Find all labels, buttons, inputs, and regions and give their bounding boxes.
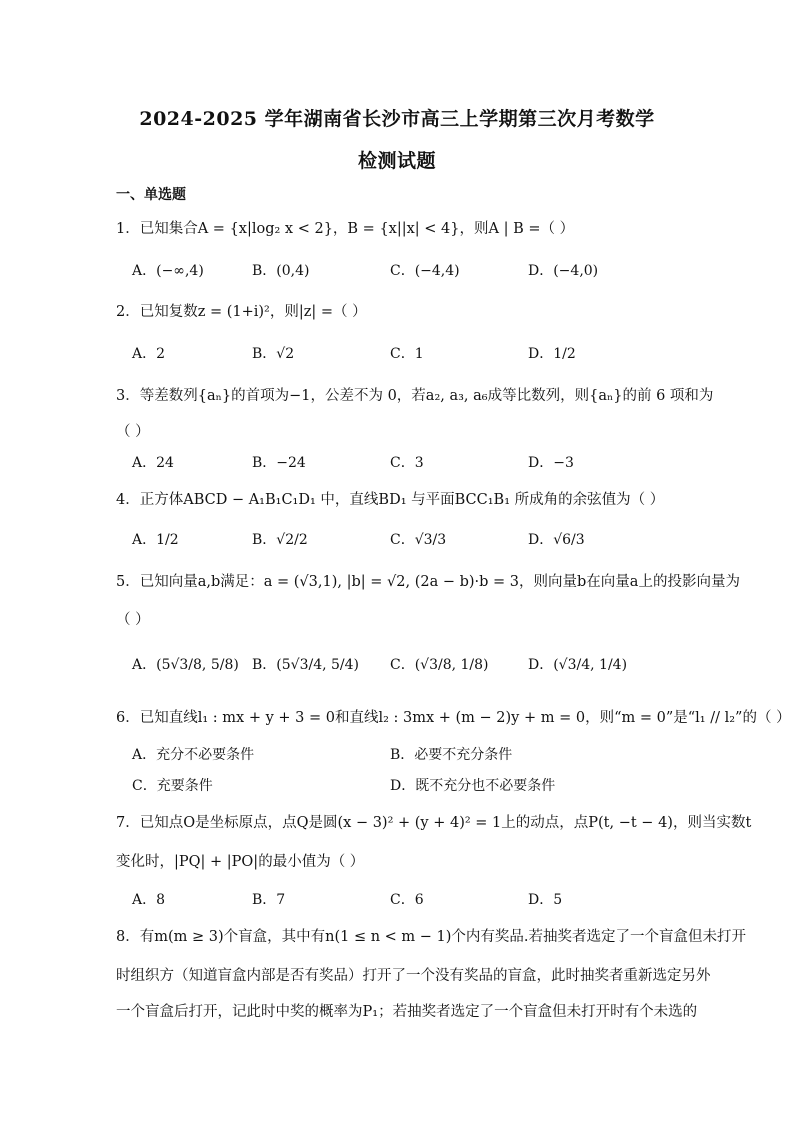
question-5-option-d: D．(√3/4, 1/4)	[528, 657, 628, 673]
question-5-option-b: B．(5√3/4, 5/4)	[252, 657, 360, 673]
question-2-option-d: D．1/2	[528, 346, 576, 362]
question-6-stem: 6．已知直线l₁ : mx + y + 3 = 0和直线l₂ : 3mx + (m − 2)y + m = 0，则“m = 0”是“l₁ // l₂”的（ ）	[116, 710, 791, 726]
question-1-option-d: D．(−4,0)	[528, 263, 599, 279]
question-8-stem: 8．有m(m ≥ 3)个盲盒，其中有n(1 ≤ n < m − 1)个内有奖品.若抽奖者选定了一个盲盒但未打开	[116, 929, 747, 945]
question-7-option-c: C．6	[390, 892, 424, 908]
question-2-option-c: C．1	[390, 346, 424, 362]
question-2-option-a: A．2	[132, 346, 166, 362]
question-7-option-a: A．8	[132, 892, 166, 908]
question-7-option-b: B．7	[252, 892, 286, 908]
question-1-option-b: B．(0,4)	[252, 263, 310, 279]
question-6-option-a: A．充分不必要条件	[132, 747, 255, 763]
question-6-option-d: D．既不充分也不必要条件	[390, 778, 556, 794]
question-7-stem-cont: 变化时，|PQ| + |PO|的最小值为（ ）	[116, 854, 365, 870]
question-5-stem: 5．已知向量a,b满足：a = (√3,1), |b| = √2, (2a − b)·b = 3，则向量b在向量a上的投影向量为	[116, 574, 740, 590]
question-2-option-b: B．√2	[252, 346, 295, 362]
question-3-option-c: C．3	[390, 455, 424, 471]
question-3-stem-cont: （ ）	[116, 424, 150, 440]
question-5-option-a: A．(5√3/8, 5/8)	[132, 657, 239, 673]
question-6-option-b: B．必要不充分条件	[390, 747, 513, 763]
section-heading: 一、单选题	[116, 187, 186, 203]
question-5-stem-cont: （ ）	[116, 612, 150, 628]
question-1-option-c: C．(−4,4)	[390, 263, 460, 279]
question-7-stem: 7．已知点O是坐标原点，点Q是圆(x − 3)² + (y + 4)² = 1上的动点，点P(t, −t − 4)，则当实数t	[116, 815, 752, 831]
question-6-option-c: C．充要条件	[132, 778, 213, 794]
question-3-option-d: D．−3	[528, 455, 574, 471]
question-4-option-b: B．√2/2	[252, 532, 308, 548]
question-4-option-a: A．1/2	[132, 532, 179, 548]
page-title: 2024-2025 学年湖南省长沙市高三上学期第三次月考数学	[139, 108, 655, 130]
question-4-option-d: D．√6/3	[528, 532, 585, 548]
question-4-stem: 4．正方体ABCD − A₁B₁C₁D₁ 中，直线BD₁ 与平面BCC₁B₁ 所成角的余弦值为（ ）	[116, 492, 665, 508]
question-5-option-c: C．(√3/8, 1/8)	[390, 657, 489, 673]
question-3-option-b: B．−24	[252, 455, 306, 471]
page-subtitle: 检测试题	[357, 150, 436, 172]
question-7-option-d: D．5	[528, 892, 563, 908]
question-3-stem: 3．等差数列{aₙ}的首项为−1，公差不为 0，若a₂, a₃, a₆成等比数列，则{aₙ}的前 6 项和为	[116, 388, 714, 404]
question-1-option-a: A．(−∞,4)	[132, 263, 204, 279]
question-2-stem: 2．已知复数z = (1+i)²，则|z| =（ ）	[116, 304, 367, 320]
question-8-stem-cont2: 一个盲盒后打开，记此时中奖的概率为P₁；若抽奖者选定了一个盲盒但未打开时有个未选的	[116, 1004, 698, 1020]
question-4-option-c: C．√3/3	[390, 532, 447, 548]
question-8-stem-cont: 时组织方（知道盲盒内部是否有奖品）打开了一个没有奖品的盲盒，此时抽奖者重新选定另外	[116, 968, 711, 984]
question-1-stem: 1．已知集合A = {x|log₂ x < 2}，B = {x||x| < 4}，则A | B =（ ）	[116, 221, 575, 237]
question-3-option-a: A．24	[132, 455, 174, 471]
